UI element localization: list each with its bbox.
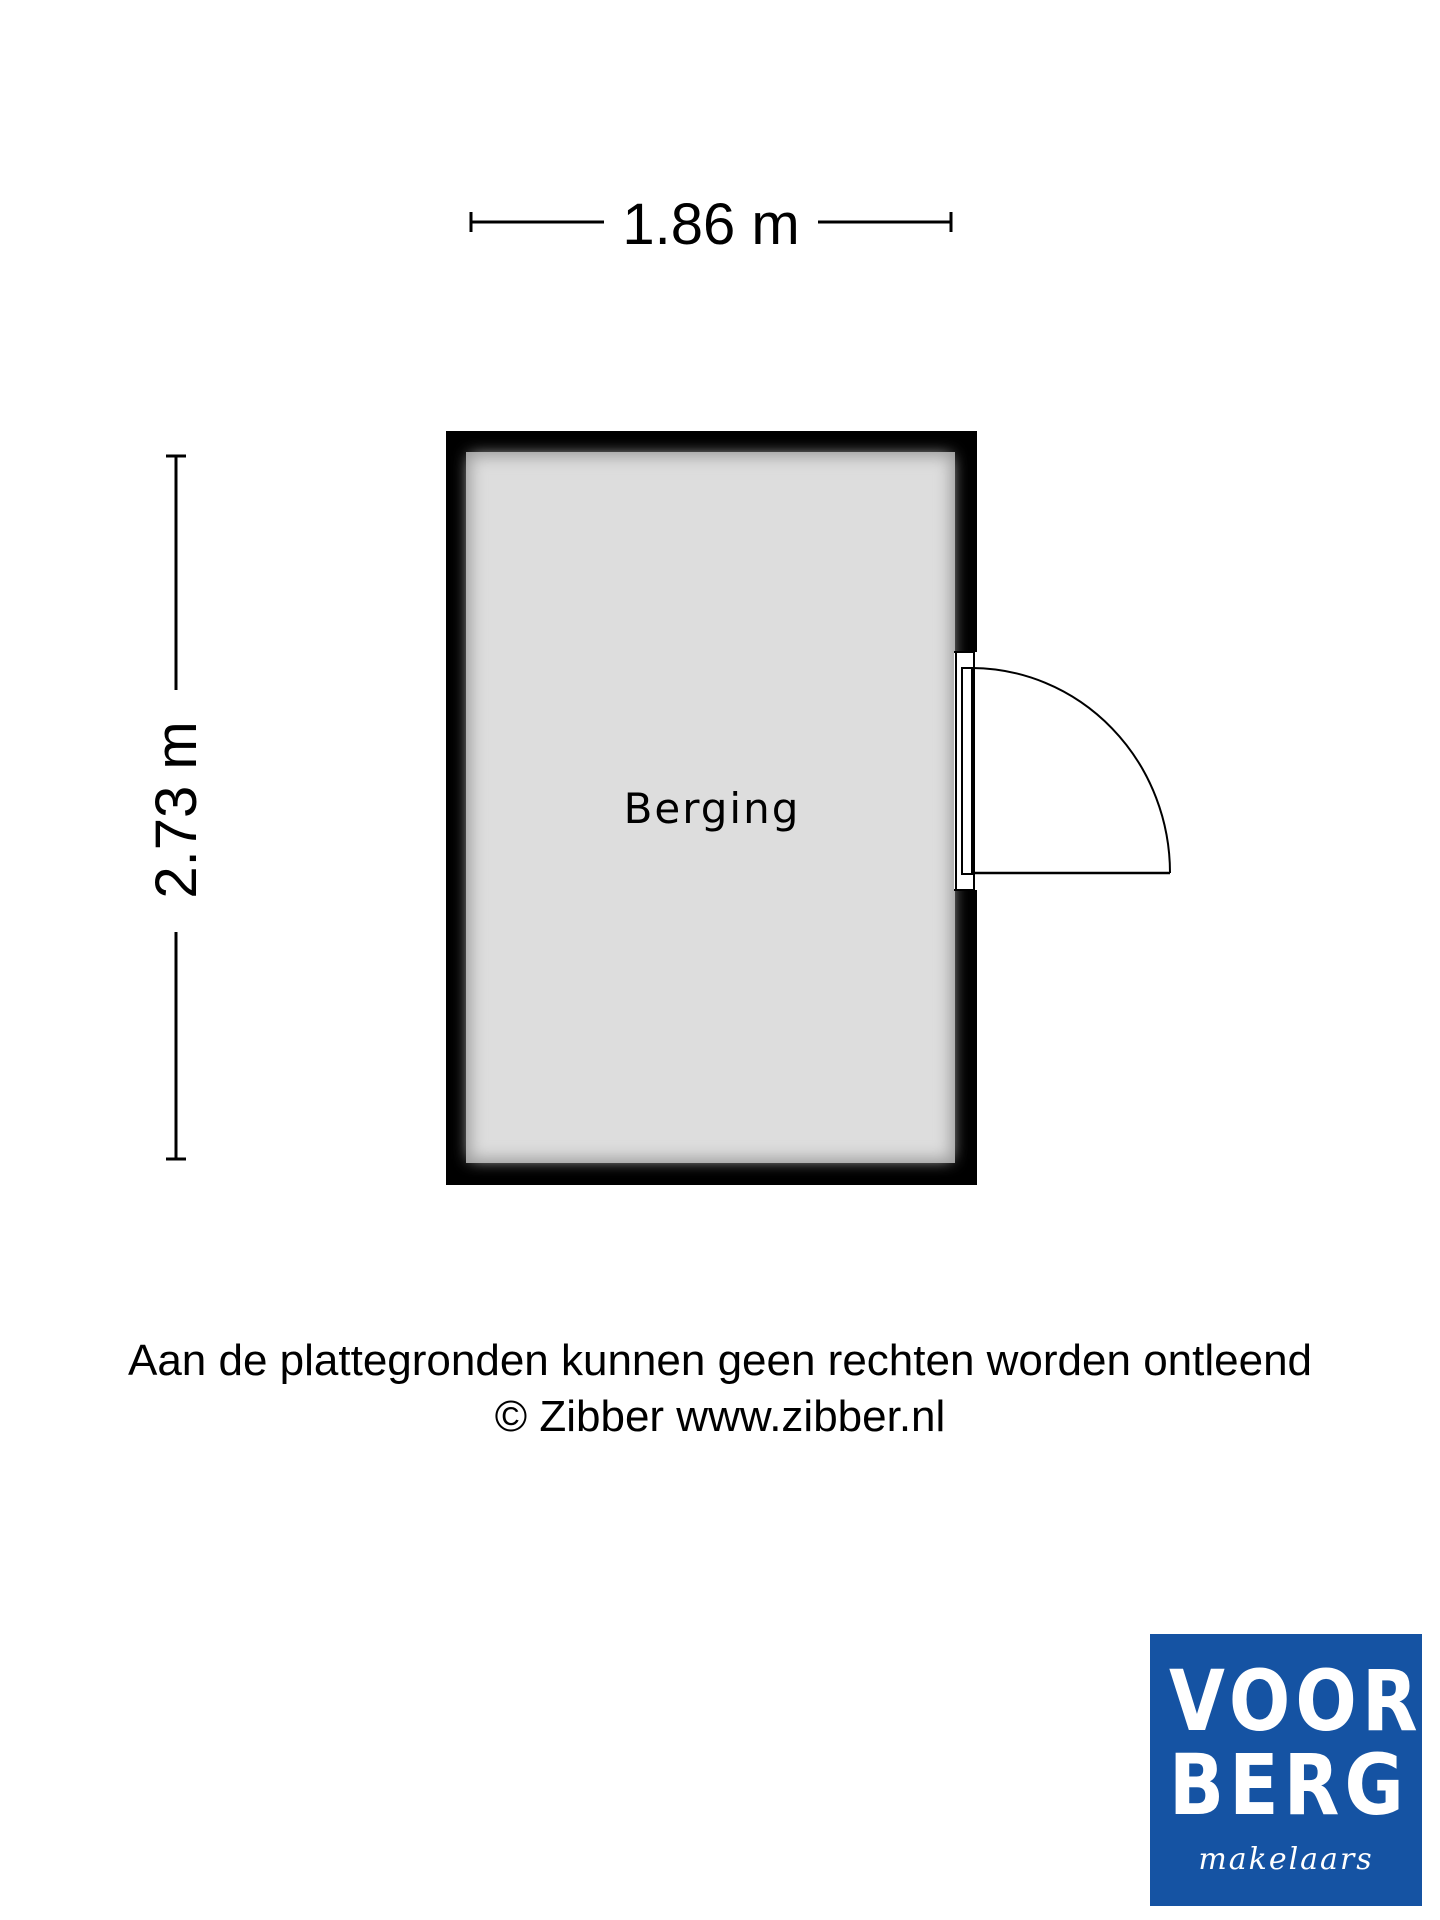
- room-label: Berging: [623, 784, 801, 833]
- depth-dimension-label: 2.73 m: [144, 721, 209, 899]
- room-berging: [446, 431, 977, 1185]
- depth-dimension: [144, 455, 209, 1160]
- logo-word-berg: BERG: [1169, 1736, 1410, 1834]
- width-dimension-label: 1.86 m: [622, 192, 800, 257]
- disclaimer-text: Aan de plattegronden kunnen geen rechten worden ontleend: [127, 1336, 1313, 1385]
- copyright-text: © Zibber www.zibber.nl: [494, 1392, 946, 1441]
- door: [954, 652, 1170, 890]
- logo-word-voor: VOOR: [1169, 1652, 1423, 1750]
- door-swing-arc: [972, 668, 1170, 873]
- company-logo: [1150, 1634, 1422, 1906]
- door-leaf: [962, 668, 972, 874]
- width-dimension: [470, 192, 952, 257]
- logo-subtitle: makelaars: [1198, 1842, 1374, 1877]
